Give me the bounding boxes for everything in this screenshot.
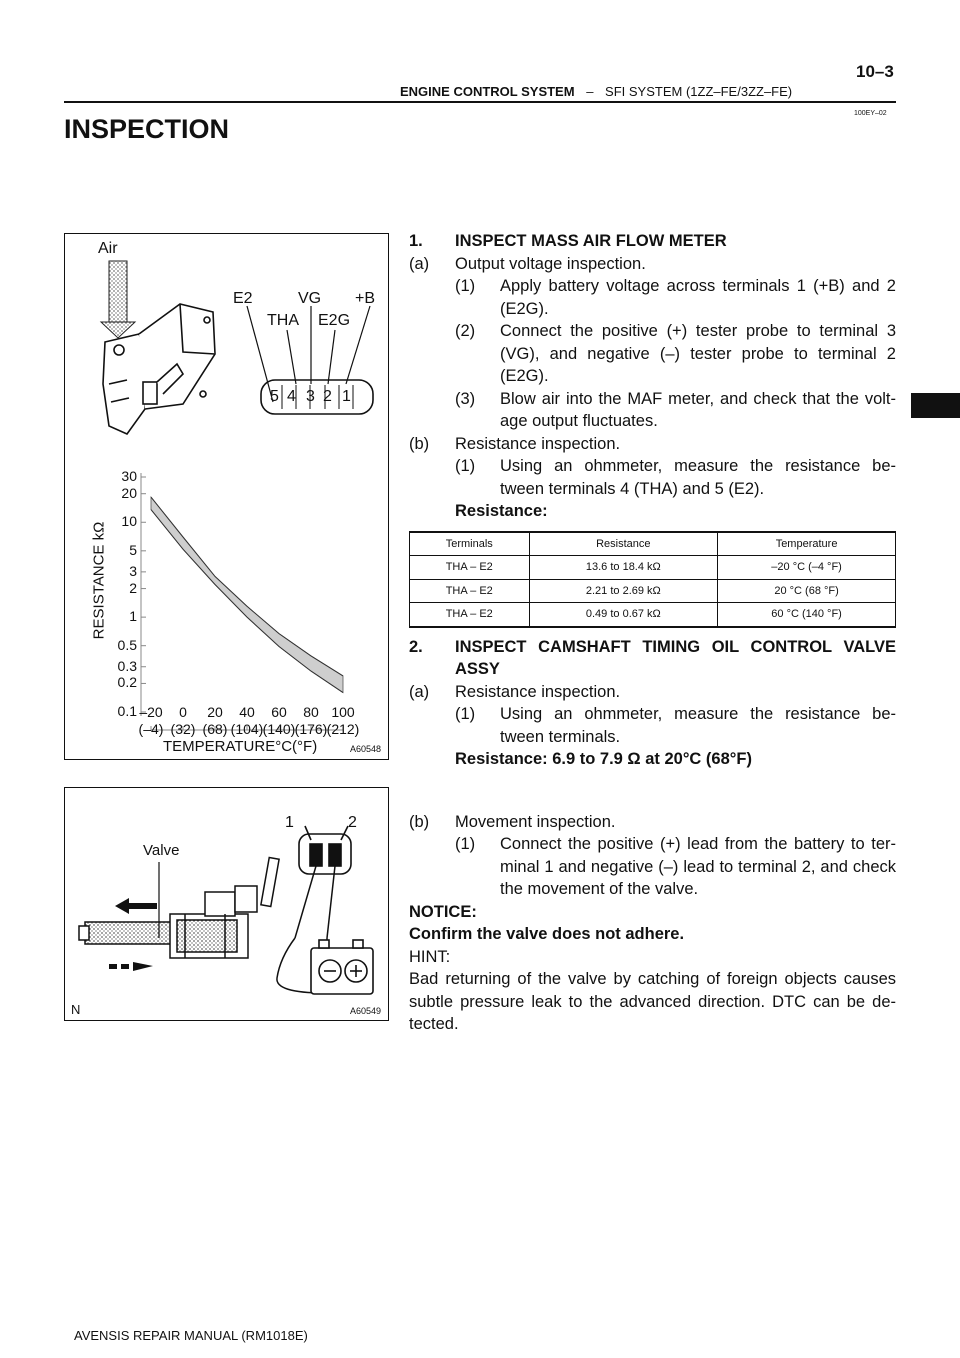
ocv-pin-2-label: 2	[348, 814, 357, 831]
section2-a	[409, 681, 896, 704]
y-tick-label: 30	[121, 468, 137, 484]
chapter-tab	[911, 393, 960, 418]
table-row	[410, 579, 896, 603]
maf-figure	[64, 233, 389, 760]
section2-title: INSPECT CAMSHAFT TIMING OIL CONTROL VALVE ASSY	[455, 637, 896, 678]
ocv-connector	[299, 826, 351, 874]
step-num: (2)	[455, 322, 476, 340]
section2-b	[409, 811, 896, 834]
valve-body-icon	[79, 886, 257, 958]
y-tick-label: 0.2	[117, 674, 137, 691]
step-text: Connect the positive (+) tester probe to terminal 3 (VG), and negative (–) tester probe to terminal 2 (E2G).	[500, 322, 896, 385]
pin-2: 2	[323, 388, 332, 405]
figure1-id: A60548	[350, 744, 382, 754]
resistance-label: Resistance:	[455, 502, 548, 520]
section1-b-num: (b)	[409, 434, 430, 453]
x-tick-label: 60	[271, 704, 287, 720]
hint-text: Bad returning of the valve by catching of foreign objects causes subtle pressure leak to the advanced direction. DTC can be de- tected.	[409, 970, 896, 1033]
table-cell: THA – E2	[410, 579, 530, 603]
step-num: (1)	[455, 457, 476, 475]
y-tick-label: 2	[129, 579, 137, 596]
figure2-id: A60549	[350, 1006, 382, 1016]
x-tick-label: 20	[207, 704, 223, 720]
corner-mark: N	[71, 1002, 81, 1017]
x-tick-label: 0	[179, 704, 187, 720]
pin-4: 4	[287, 388, 296, 405]
section-header-bold: ENGINE CONTROL SYSTEM	[400, 84, 575, 99]
x-tick-label-fahrenheit: (176)	[294, 721, 328, 737]
section1-b-text: Resistance inspection.	[455, 434, 621, 453]
air-label: Air	[98, 240, 118, 257]
table-cell: THA – E2	[410, 603, 530, 627]
x-tick-label-fahrenheit: (32)	[170, 721, 196, 737]
y-tick-label: 20	[121, 484, 137, 501]
table-header: Temperature	[718, 532, 896, 556]
resistance-band	[151, 497, 343, 692]
section1-a-num: (a)	[409, 254, 430, 273]
x-tick-label-fahrenheit: (140)	[262, 721, 296, 737]
section2-a-step-1	[455, 703, 896, 748]
table-cell: 13.6 to 18.4 kΩ	[529, 556, 718, 580]
table-cell: –20 °C (–4 °F)	[718, 556, 896, 580]
notice-text: Confirm the valve does not adhere.	[409, 925, 685, 943]
section1-title: INSPECT MASS AIR FLOW METER	[455, 232, 727, 250]
section2-a-num: (a)	[409, 682, 430, 701]
page-number: 10–3	[856, 62, 894, 81]
table-cell: 60 °C (140 °F)	[718, 603, 896, 627]
terminal-vg-label: VG	[298, 290, 322, 307]
step-num: (1)	[455, 705, 476, 723]
valve-label: Valve	[143, 842, 180, 859]
table-cell: 20 °C (68 °F)	[718, 579, 896, 603]
x-tick-label-fahrenheit: (–4)	[138, 721, 164, 737]
y-tick-label: 5	[129, 541, 137, 558]
section2-b-text: Movement inspection.	[455, 812, 616, 831]
ocv-figure	[64, 787, 389, 1021]
terminal-e2-label: E2	[233, 290, 253, 307]
resistance-table	[409, 531, 896, 628]
header-rule	[64, 101, 896, 103]
table-cell: 0.49 to 0.67 kΩ	[529, 603, 718, 627]
x-tick-label: –20	[139, 704, 163, 720]
step-num: (3)	[455, 389, 476, 408]
step-num: (1)	[455, 277, 476, 295]
chart-y-axis-label: RESISTANCE kΩ	[90, 521, 108, 640]
table-row	[410, 556, 896, 580]
section2-b-num: (b)	[409, 812, 430, 831]
air-arrow	[101, 261, 135, 338]
section1-a	[409, 253, 896, 276]
table-cell: 2.21 to 2.69 kΩ	[529, 579, 718, 603]
terminal-tha-label: THA	[267, 312, 299, 329]
section-header-rest: SFI SYSTEM (1ZZ–FE/3ZZ–FE)	[605, 84, 793, 99]
x-tick-label-fahrenheit: (212)	[326, 721, 360, 737]
y-tick-label: 0.3	[117, 657, 137, 674]
ocv-figure-drawing	[65, 788, 388, 1020]
hint-label: HINT:	[409, 947, 451, 966]
x-tick-label: 80	[303, 704, 319, 720]
section2-num: 2.	[409, 637, 423, 656]
table-header-row	[410, 532, 896, 556]
section2-a-text: Resistance inspection.	[455, 682, 621, 701]
y-tick-label: 0.5	[117, 636, 137, 653]
section1-a-step-1	[455, 275, 896, 320]
y-tick-label: 3	[129, 562, 137, 579]
x-tick-label-fahrenheit: (68)	[202, 721, 228, 737]
step-text: Connect the positive (+) lead from the battery to ter- minal 1 and negative (–) lead to terminal 2, and check the movement of the valve.	[500, 835, 896, 898]
terminal-b-label: +B	[355, 290, 376, 307]
notice-label: NOTICE:	[409, 902, 477, 921]
ocv-pin-1-label: 1	[285, 814, 294, 831]
step-text: Using an ohmmeter, measure the resistance be- tween terminals 4 (THA) and 5 (E2).	[500, 457, 896, 498]
pin-5: 5	[270, 388, 279, 405]
section1-a-step-2	[455, 320, 896, 388]
doc-id: 100EY–02	[854, 110, 887, 117]
section1-num: 1.	[409, 232, 423, 250]
pin-1: 1	[342, 388, 351, 405]
chart-x-axis-label: TEMPERATURE°C(°F)	[163, 738, 318, 755]
y-tick-label: 1	[129, 608, 137, 625]
section1-heading	[409, 230, 896, 253]
step-text: Blow air into the MAF meter, and check that the volt- age output fluctuates.	[500, 389, 896, 430]
section2-b-step-1	[455, 833, 896, 901]
section-header	[400, 84, 792, 99]
section2-heading	[409, 636, 896, 681]
section1-b	[409, 433, 896, 456]
ocv-resistance-spec: Resistance: 6.9 to 7.9 Ω at 20°C (68°F)	[455, 750, 752, 768]
x-tick-label-fahrenheit: (104)	[230, 721, 264, 737]
table-cell: THA – E2	[410, 556, 530, 580]
procedure-text	[409, 230, 896, 1036]
y-tick-label: 0.1	[117, 703, 137, 719]
page-title: INSPECTION	[64, 114, 230, 144]
table-header: Terminals	[410, 532, 530, 556]
battery-icon	[311, 940, 373, 994]
series-line-upper	[151, 497, 343, 676]
x-tick-label: 100	[331, 704, 355, 720]
step-num: (1)	[455, 835, 476, 853]
section1-a-step-3	[455, 388, 896, 433]
section1-b-step-1	[455, 455, 896, 500]
terminal-e2g-label: E2G	[318, 312, 351, 329]
section1-a-text: Output voltage inspection.	[455, 254, 646, 273]
table-row	[410, 603, 896, 627]
step-text: Apply battery voltage across terminals 1 (+B) and 2 (E2G).	[500, 277, 896, 318]
step-text: Using an ohmmeter, measure the resistance be- tween terminals.	[500, 705, 896, 746]
x-tick-label: 40	[239, 704, 255, 720]
resistance-band-area	[151, 497, 343, 692]
pin-3: 3	[306, 388, 315, 405]
y-tick-label: 10	[121, 513, 137, 530]
table-header: Resistance	[529, 532, 718, 556]
section-header-sep: –	[586, 84, 594, 99]
footer: AVENSIS REPAIR MANUAL (RM1018E)	[74, 1328, 308, 1343]
